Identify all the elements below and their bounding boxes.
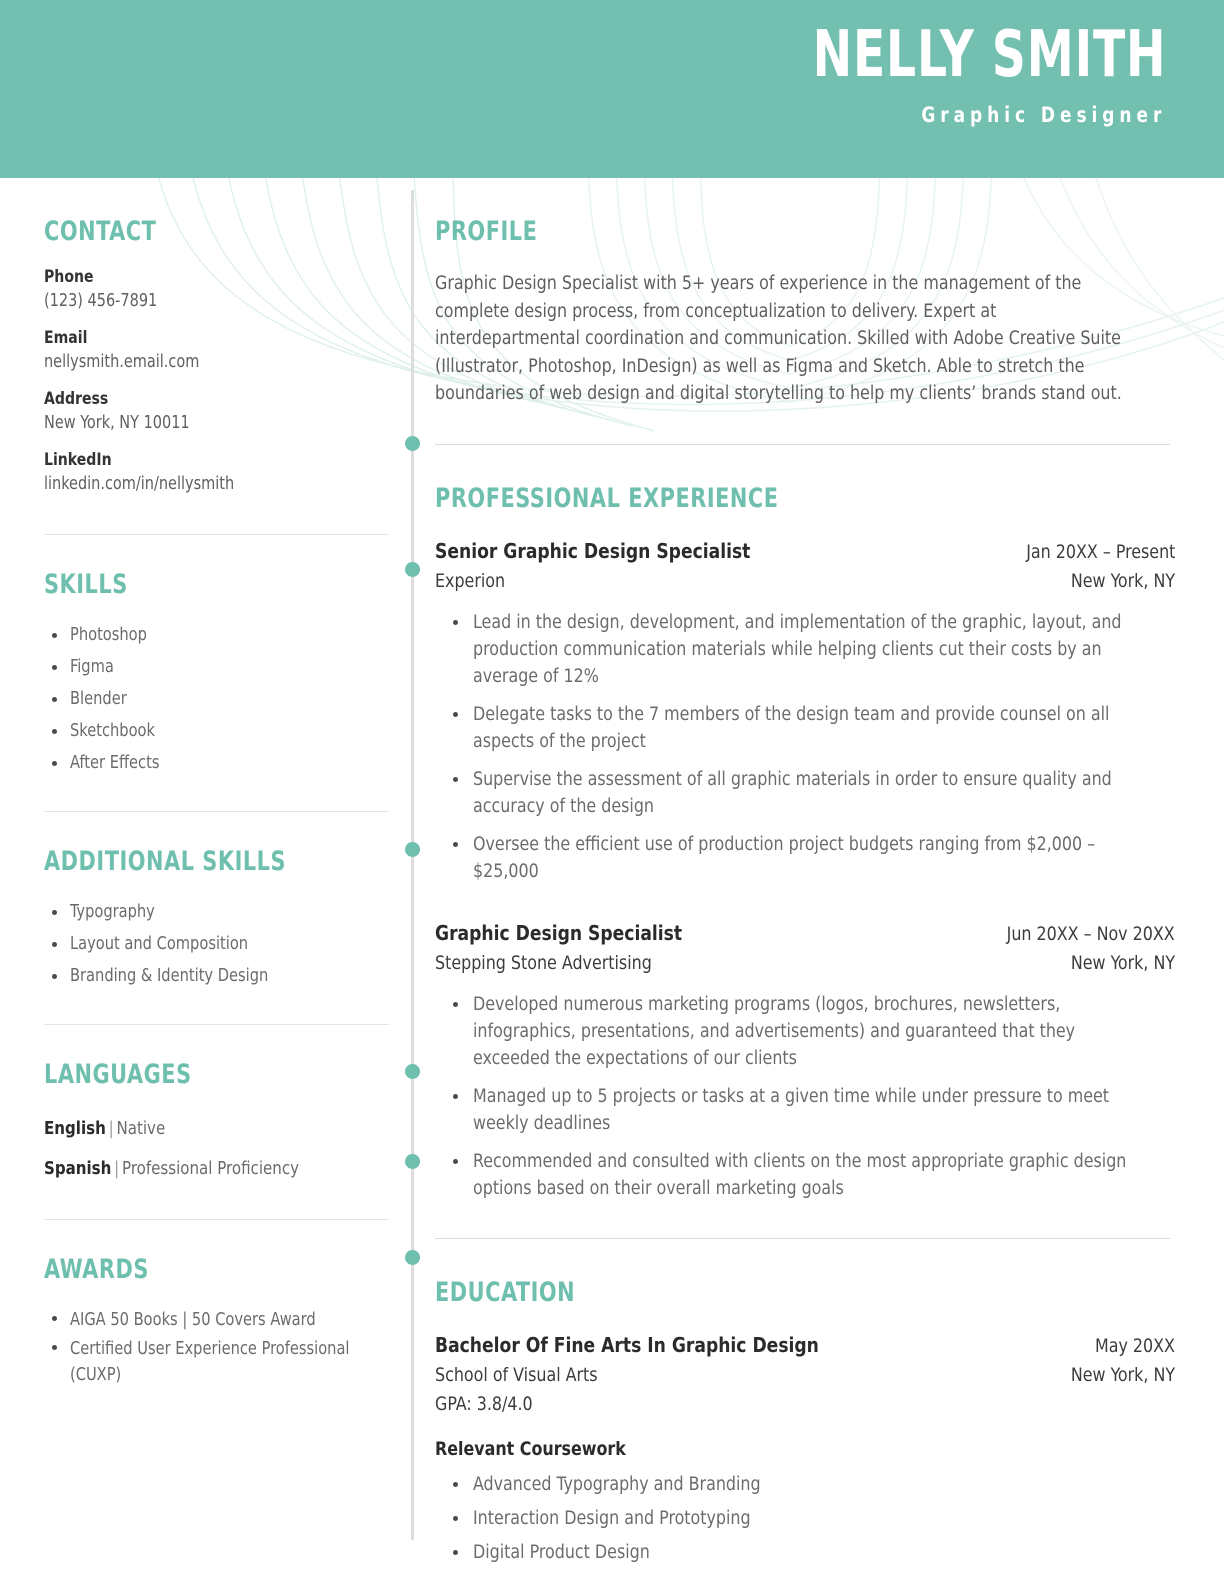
education-entry-title-row bbox=[435, 1331, 1175, 1361]
coursework-heading: Relevant Coursework bbox=[435, 1437, 626, 1460]
coursework-item: Interaction Design and Prototyping bbox=[473, 1507, 751, 1529]
timeline-dot bbox=[405, 1250, 420, 1265]
experience-bullet: Lead in the design, development, and implementation of the graphic, layout, and production communication materials while helping clients cut their costs by an average of 12% bbox=[473, 611, 1122, 687]
candidate-name: NELLY SMITH bbox=[812, 18, 1166, 92]
list-item bbox=[44, 896, 389, 928]
language-proficiency: Professional Proficiency bbox=[122, 1158, 300, 1179]
timeline-dot bbox=[405, 842, 420, 857]
education-gpa: GPA: 3.8/4.0 bbox=[435, 1392, 533, 1415]
resume-body bbox=[0, 178, 1224, 1582]
profile-section bbox=[435, 216, 1175, 408]
skill-label: Sketchbook bbox=[70, 721, 155, 741]
profile-heading: PROFILE bbox=[435, 216, 538, 247]
contact-section bbox=[44, 216, 389, 496]
education-entry-school-row bbox=[435, 1361, 1175, 1389]
main-divider bbox=[435, 444, 1170, 445]
languages-section bbox=[44, 1059, 389, 1189]
language-name: Spanish bbox=[44, 1158, 112, 1179]
resume-header bbox=[0, 0, 1224, 178]
coursework-item: Advanced Typography and Branding bbox=[473, 1473, 761, 1495]
award-label: AIGA 50 Books | 50 Covers Award bbox=[70, 1310, 316, 1330]
list-item bbox=[435, 1083, 1175, 1137]
list-item bbox=[44, 651, 389, 683]
language-separator: | bbox=[114, 1158, 120, 1179]
experience-entry bbox=[435, 919, 1175, 1202]
timeline-dot bbox=[405, 436, 420, 451]
candidate-job-title: Graphic Designer bbox=[921, 103, 1166, 127]
experience-entry bbox=[435, 537, 1175, 885]
timeline-dot bbox=[405, 1064, 420, 1079]
experience-bullet: Delegate tasks to the 7 members of the design team and provide counsel on all aspects of the project bbox=[473, 703, 1110, 752]
education-school: School of Visual Arts bbox=[435, 1363, 598, 1386]
coursework-list bbox=[435, 1471, 1175, 1566]
list-item bbox=[435, 1505, 1175, 1532]
skills-section bbox=[44, 569, 389, 779]
experience-location: New York, NY bbox=[1070, 569, 1175, 592]
main-column bbox=[435, 178, 1175, 1582]
timeline-rail bbox=[411, 190, 414, 1540]
sidebar-divider bbox=[44, 1024, 389, 1025]
list-item bbox=[44, 928, 389, 960]
skill-label: Photoshop bbox=[70, 625, 147, 645]
education-date: May 20XX bbox=[1095, 1334, 1175, 1357]
sidebar bbox=[0, 178, 392, 1582]
awards-section bbox=[44, 1254, 389, 1388]
skills-list bbox=[44, 619, 389, 779]
additional-skill-label: Layout and Composition bbox=[70, 934, 249, 954]
coursework-item: Digital Product Design bbox=[473, 1541, 650, 1563]
timeline-dot bbox=[405, 562, 420, 577]
list-item bbox=[44, 715, 389, 747]
additional-skills-section bbox=[44, 846, 389, 992]
awards-list bbox=[44, 1304, 389, 1388]
education-location: New York, NY bbox=[1070, 1363, 1175, 1386]
sidebar-divider bbox=[44, 1219, 389, 1220]
list-item bbox=[435, 701, 1175, 755]
list-item bbox=[44, 683, 389, 715]
language-name: English bbox=[44, 1118, 106, 1139]
additional-skill-label: Typography bbox=[70, 902, 155, 922]
list-item bbox=[435, 609, 1175, 690]
list-item bbox=[435, 991, 1175, 1072]
language-row bbox=[44, 1109, 389, 1149]
experience-organization: Stepping Stone Advertising bbox=[435, 951, 652, 974]
skill-label: Blender bbox=[70, 689, 127, 709]
experience-organization: Experion bbox=[435, 569, 506, 592]
additional-skills-list bbox=[44, 896, 389, 992]
experience-entry-title-row bbox=[435, 919, 1175, 949]
experience-section bbox=[435, 483, 1175, 1202]
contact-value-phone: (123) 456-7891 bbox=[44, 291, 158, 311]
contact-value-address: New York, NY 10011 bbox=[44, 413, 190, 433]
list-item bbox=[44, 960, 389, 992]
contact-label-address: Address bbox=[44, 389, 109, 409]
main-divider bbox=[435, 1238, 1170, 1239]
profile-text: Graphic Design Specialist with 5+ years of experience in the management of the complete design process, from conceptualization to delivery. Expert at interdepartmental coordination and communication. Skilled with Adobe Creative Suite (Illustrator, Photoshop, InDesign) as well as Figma and Sketch. Able to stretch the boundaries of web design and digital storytelling to help my clients’ brands stand out. bbox=[435, 273, 1122, 404]
award-label: Certified User Experience Professional (CUXP) bbox=[70, 1339, 350, 1385]
experience-location: New York, NY bbox=[1070, 951, 1175, 974]
list-item bbox=[435, 1471, 1175, 1498]
contact-value-email[interactable]: nellysmith.email.com bbox=[44, 352, 200, 372]
education-section bbox=[435, 1277, 1175, 1566]
experience-bullet: Supervise the assessment of all graphic materials in order to ensure quality and accuracy of the design bbox=[473, 768, 1112, 817]
experience-bullet: Recommended and consulted with clients on the most appropriate graphic design options based on their overall marketing goals bbox=[473, 1150, 1127, 1199]
skill-label: After Effects bbox=[70, 753, 160, 773]
timeline-dot bbox=[405, 1154, 420, 1169]
list-item bbox=[44, 619, 389, 651]
contact-label-phone: Phone bbox=[44, 267, 94, 287]
experience-bullet: Managed up to 5 projects or tasks at a given time while under pressure to meet weekly deadlines bbox=[473, 1085, 1110, 1134]
experience-heading: PROFESSIONAL EXPERIENCE bbox=[435, 482, 779, 514]
experience-bullet-list bbox=[435, 609, 1175, 885]
list-item bbox=[435, 1539, 1175, 1566]
sidebar-divider bbox=[44, 811, 389, 812]
contact-value-linkedin[interactable]: linkedin.com/in/nellysmith bbox=[44, 474, 235, 494]
experience-job-date: Jun 20XX – Nov 20XX bbox=[1007, 922, 1175, 945]
skill-label: Figma bbox=[70, 657, 114, 677]
header-text-group bbox=[735, 18, 1166, 130]
contact-label-linkedin: LinkedIn bbox=[44, 450, 112, 470]
experience-bullet-list bbox=[435, 991, 1175, 1202]
contact-heading: CONTACT bbox=[44, 216, 157, 247]
list-item bbox=[44, 1333, 389, 1388]
list-item bbox=[44, 747, 389, 779]
contact-label-email: Email bbox=[44, 328, 88, 348]
education-entry bbox=[435, 1331, 1175, 1566]
education-degree: Bachelor Of Fine Arts In Graphic Design bbox=[435, 1332, 819, 1357]
list-item bbox=[435, 831, 1175, 885]
education-heading: EDUCATION bbox=[435, 1276, 576, 1308]
additional-skills-heading: ADDITIONAL SKILLS bbox=[44, 846, 287, 877]
list-item bbox=[44, 1304, 389, 1333]
experience-entry-org-row bbox=[435, 949, 1175, 977]
experience-entry-org-row bbox=[435, 567, 1175, 595]
language-proficiency: Native bbox=[116, 1118, 166, 1139]
sidebar-divider bbox=[44, 534, 389, 535]
language-separator: | bbox=[108, 1118, 114, 1139]
experience-entry-title-row bbox=[435, 537, 1175, 567]
skills-heading: SKILLS bbox=[44, 569, 128, 600]
additional-skill-label: Branding & Identity Design bbox=[70, 966, 269, 986]
language-row bbox=[44, 1149, 389, 1189]
experience-job-date: Jan 20XX – Present bbox=[1025, 540, 1175, 563]
awards-heading: AWARDS bbox=[44, 1254, 149, 1285]
experience-job-title: Senior Graphic Design Specialist bbox=[435, 538, 751, 563]
experience-bullet: Oversee the efficient use of production project budgets ranging from $2,000 – $25,000 bbox=[473, 833, 1096, 882]
list-item bbox=[435, 766, 1175, 820]
languages-heading: LANGUAGES bbox=[44, 1059, 192, 1090]
experience-bullet: Developed numerous marketing programs (logos, brochures, newsletters, infographics, presentations, and advertisements) and guaranteed that they exceeded the expectations of our clients bbox=[473, 993, 1076, 1069]
experience-job-title: Graphic Design Specialist bbox=[435, 920, 683, 945]
list-item bbox=[435, 1148, 1175, 1202]
